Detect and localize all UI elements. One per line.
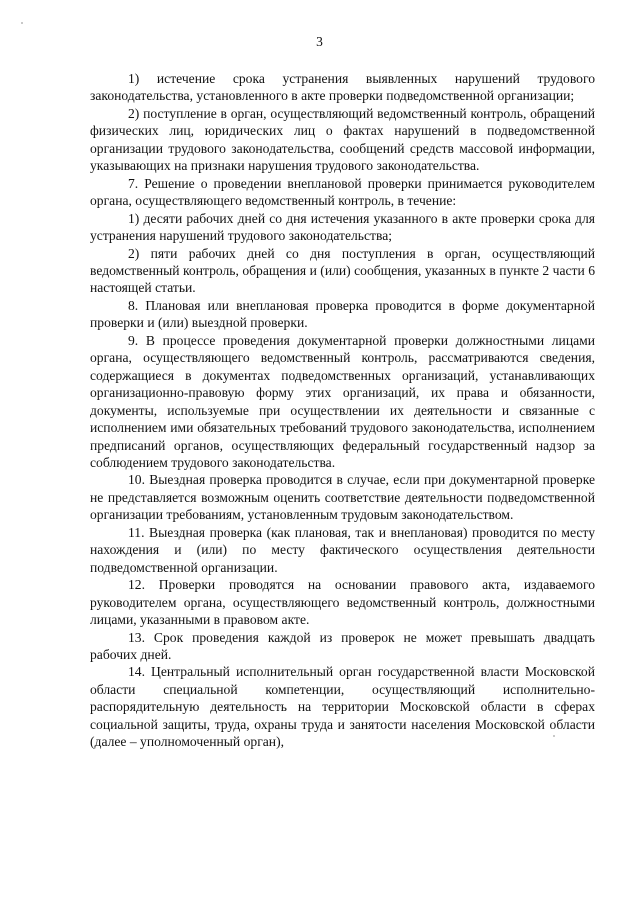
paragraph-section-7-item-1: 1) десяти рабочих дней со дня истечения указанного в акте проверки срока для устранения нарушений трудового законодательства; <box>90 210 595 244</box>
paragraph-section-11: 11. Выездная проверка (как плановая, так и внеплановая) проводится по месту нахождения и (или) по месту фактического осуществления деятельности подведомственной организации. <box>90 524 595 575</box>
paragraph-section-8: 8. Плановая или внеплановая проверка проводится в форме документарной проверки и (или) выездной проверки. <box>90 297 595 331</box>
paragraph-section-7-item-2: 2) пяти рабочих дней со дня поступления в орган, осуществляющий ведомственный контроль, обращения и (или) сообщения, указанных в пункте 2 части 6 настоящей статьи. <box>90 245 595 296</box>
paragraph-section-14: 14. Центральный исполнительный орган государственной власти Московской области специальной компетенции, осуществляющий исполнительно-распорядительную деятельность на территории Московской области в сферах социальной защиты, труда, охраны труда и занятости населения Московской области (далее – уполномоченный орган), <box>90 664 595 750</box>
paragraph-section-7: 7. Решение о проведении внеплановой проверки принимается руководителем органа, осуществляющего ведомственный контроль, в течение: <box>90 175 595 209</box>
scan-speck <box>21 22 23 24</box>
document-body <box>90 70 595 751</box>
paragraph-section-9: 9. В процессе проведения документарной проверки должностными лицами органа, осуществляющего ведомственный контроль, рассматриваются сведения, содержащиеся в документах подведомственных организаций, устанавливающих организационно-правовую форму этих организаций, их права и обязанности, документы, используемые при осуществлении их деятельности и связанные с исполнением ими обязательных требований трудового законодательства, исполнением предписаний органов, осуществляющих федеральный государственный надзор за соблюдением трудового законодательства. <box>90 332 595 470</box>
paragraph-item-1: 1) истечение срока устранения выявленных нарушений трудового законодательства, установленного в акте проверки подведомственной организации; <box>90 71 595 104</box>
paragraph-section-12: 12. Проверки проводятся на основании правового акта, издаваемого руководителем органа, осуществляющего ведомственный контроль, должностными лицами, указанными в правовом акте. <box>90 577 595 628</box>
page-number: 3 <box>316 34 323 49</box>
paragraph-item-2: 2) поступление в орган, осуществляющий ведомственный контроль, обращений физических лиц, юридических лиц о фактах нарушений в подведомственной организации трудового законодательства, сообщений средств массовой информации, указывающих на признаки нарушения трудового законодательства. <box>90 105 595 174</box>
paragraph-section-10: 10. Выездная проверка проводится в случае, если при документарной проверке не представляется возможным оценить соответствие деятельности подведомственной организации требованиям, установленным трудовым законодательством. <box>90 472 595 523</box>
paragraph-section-13: 13. Срок проведения каждой из проверок не может превышать двадцать рабочих дней. <box>90 629 595 662</box>
